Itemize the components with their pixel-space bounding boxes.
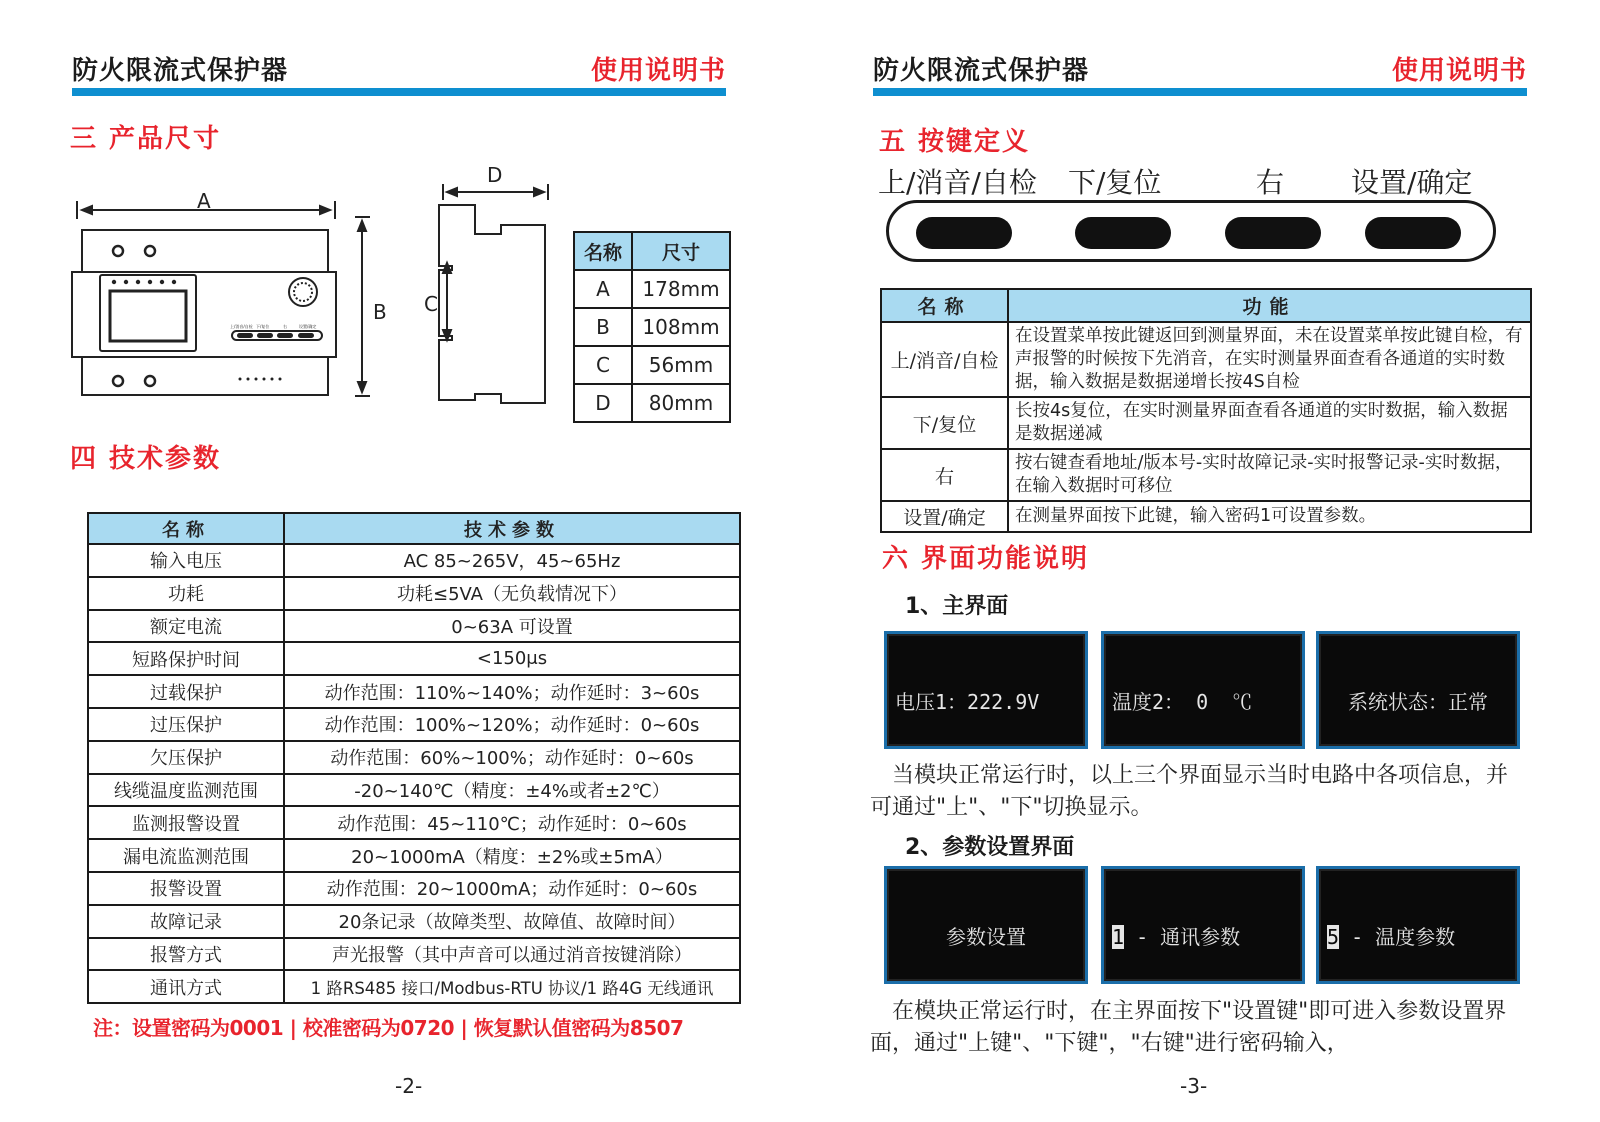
lcd-screen-5 [1101, 866, 1305, 984]
spec-value: 动作范围：20~1000mA；动作延时：0~60s [284, 872, 740, 905]
dim-cell: A [574, 270, 632, 308]
section4-title: 四 技术参数 [70, 444, 222, 474]
spec-value: 20条记录（故障类型、故障值、故障时间） [284, 905, 740, 938]
table-row [88, 642, 740, 675]
key-function: 在设置菜单按此键返回到测量界面，未在设置菜单按此键自检，有声报警的时候按下先消音，在实时测量界面查看各通道的实时数据，输入数据是数据递增长按4S自检 [1008, 322, 1531, 397]
table-row [574, 384, 730, 422]
dim-b-arrow-bottom [358, 382, 366, 392]
spec-name: 输入电压 [88, 544, 284, 577]
key-header-name: 名称 [881, 289, 1008, 322]
header-title: 防火限流式保护器 [873, 56, 1090, 86]
mini-key-4 [298, 333, 314, 338]
dim-cell: B [574, 308, 632, 346]
body-middle [72, 272, 336, 357]
table-row [881, 449, 1531, 501]
spec-value: 动作范围：45~110℃；动作延时：0~60s [284, 806, 740, 839]
menu-cursor: 1 [1112, 925, 1125, 949]
body-top [82, 230, 328, 272]
dim-cell: 80mm [632, 384, 730, 422]
password-note: 注：设置密码为0001 | 校准密码为0720 | 恢复默认值密码为8507 [93, 1016, 684, 1040]
menu-cursor: 5 [1327, 925, 1340, 949]
settings-screen-description: 在模块正常运行时，在主界面按下"设置键"即可进入参数设置界面，通过"上键"、"下键"，"右键"进行密码输入， [870, 999, 1507, 1056]
page-header [873, 48, 1527, 96]
key-right-shape [1225, 217, 1321, 249]
menu-item-text: - 温度参数 [1339, 925, 1456, 949]
side-profile [439, 205, 545, 403]
front-view-diagram [70, 195, 400, 410]
spec-name: 过载保护 [88, 675, 284, 708]
header-bar [873, 88, 1527, 96]
dim-cell: 108mm [632, 308, 730, 346]
dim-cell: 56mm [632, 346, 730, 384]
spec-name: 监测报警设置 [88, 806, 284, 839]
table-row [88, 741, 740, 774]
key-function: 长按4s复位，在实时测量界面查看各通道的实时数据，输入数据是数据递减 [1008, 397, 1531, 449]
spec-name: 短路保护时间 [88, 642, 284, 675]
section5-title: 五 按键定义 [879, 127, 1031, 157]
spec-value: 动作范围：110%~140%；动作延时：3~60s [284, 675, 740, 708]
terminal-dot-5 [271, 378, 274, 381]
spec-table [87, 512, 741, 1004]
page-right [800, 0, 1600, 1122]
key-function: 在测量界面按下此键，输入密码1可设置参数。 [1008, 501, 1531, 532]
spec-value: 1 路RS485 接口/Modbus-RTU 协议/1 路4G 无线通讯 [284, 970, 740, 1003]
terminal-dot-6 [279, 378, 282, 381]
dim-a-label: A [197, 189, 211, 213]
mini-key-3 [277, 333, 293, 338]
spec-name: 通讯方式 [88, 970, 284, 1003]
table-row [88, 905, 740, 938]
led-3 [136, 280, 140, 284]
spec-value: AC 85~265V，45~65Hz [284, 544, 740, 577]
header-title: 防火限流式保护器 [72, 56, 289, 86]
spec-header-param: 技术参数 [284, 513, 740, 544]
key-set-shape [1365, 217, 1461, 249]
main-screen-description: 当模块正常运行时，以上三个界面显示当时电路中各项信息，并可通过"上"、"下"切换显示。 [870, 763, 1509, 820]
key-name: 设置/确定 [881, 501, 1008, 532]
table-row [88, 577, 740, 610]
dim-b-label: B [373, 300, 387, 324]
spec-value: 功耗≤5VA（无负载情况下） [284, 577, 740, 610]
lcd-screen-4 [884, 866, 1088, 984]
dim-cell: D [574, 384, 632, 422]
mini-key-2 [257, 333, 273, 338]
terminal-dot-3 [255, 378, 258, 381]
led-4 [148, 280, 152, 284]
table-row [574, 308, 730, 346]
table-row [88, 938, 740, 971]
key-label-up: 上/消音/自检 [878, 166, 1037, 199]
dimension-table [573, 231, 731, 423]
lcd-line: 电压1：222.9V [895, 690, 1040, 714]
key-name: 上/消音/自检 [881, 322, 1008, 397]
led-2 [124, 280, 128, 284]
key-label-down: 下/复位 [1068, 166, 1162, 199]
dim-d-label: D [487, 163, 503, 187]
lcd-screen-1 [884, 631, 1088, 749]
section3-title: 三 产品尺寸 [70, 124, 222, 154]
section6-title: 六 界面功能说明 [882, 544, 1090, 574]
lcd-screen-3 [1316, 631, 1520, 749]
lcd-screen-2 [1101, 631, 1305, 749]
lcd-line: 参数设置 [946, 925, 1026, 949]
led-6 [172, 280, 176, 284]
key-name: 下/复位 [881, 397, 1008, 449]
dim-d-arrow-right [534, 188, 544, 196]
lcd-line: 系统状态：正常 [1348, 690, 1488, 714]
keypad-illustration [886, 200, 1496, 262]
menu-item-text: - 通讯参数 [1124, 925, 1241, 949]
table-row [881, 397, 1531, 449]
header-bar [72, 88, 726, 96]
terminal-dot-1 [239, 378, 242, 381]
spec-value: 动作范围：100%~120%；动作延时：0~60s [284, 708, 740, 741]
dim-b-arrow-top [358, 221, 366, 231]
subsection-settings-screen: 2、参数设置界面 [905, 835, 1075, 860]
dim-header-size: 尺寸 [632, 232, 730, 270]
table-row [88, 675, 740, 708]
header-manual: 使用说明书 [1391, 56, 1527, 86]
table-row [88, 544, 740, 577]
dim-a-arrow-right [320, 206, 330, 214]
dim-d-arrow-left [447, 188, 457, 196]
spec-name: 功耗 [88, 577, 284, 610]
lcd-screen-6 [1316, 866, 1520, 984]
key-down-shape [1075, 217, 1171, 249]
spec-value: 声光报警（其中声音可以通过消音按键消除） [284, 938, 740, 971]
dim-a-arrow-left [82, 206, 92, 214]
page-number-right: -3- [1180, 1074, 1208, 1098]
table-row [881, 501, 1531, 532]
spec-name: 漏电流监测范围 [88, 839, 284, 872]
spec-value: <150μs [284, 642, 740, 675]
key-function-table [880, 288, 1532, 533]
table-row [574, 346, 730, 384]
key-label-set: 设置/确定 [1351, 166, 1473, 199]
spec-value: 20~1000mA（精度：±2%或±5mA） [284, 839, 740, 872]
lcd-line [1112, 925, 1294, 950]
lcd-line: 温度2： 0 ℃ [1112, 690, 1253, 714]
spec-name: 报警方式 [88, 938, 284, 971]
lcd-line [1327, 925, 1509, 950]
terminal-dot-4 [263, 378, 266, 381]
key-function: 按右键查看地址/版本号-实时故障记录-实时报警记录-实时数据，在输入数据时可移位 [1008, 449, 1531, 501]
mini-label-1: 上/消音/自检 [230, 324, 253, 329]
spec-name: 额定电流 [88, 610, 284, 643]
table-row [881, 322, 1531, 397]
spec-value: -20~140℃（精度：±4%或者±2℃） [284, 774, 740, 807]
mini-label-2: 下/复位 [256, 324, 270, 329]
spec-name: 报警设置 [88, 872, 284, 905]
table-row [88, 839, 740, 872]
table-row [88, 872, 740, 905]
dim-cell: C [574, 346, 632, 384]
subsection-main-screen: 1、主界面 [905, 594, 1009, 619]
mini-label-3: 右 [283, 324, 287, 329]
key-header-function: 功能 [1008, 289, 1531, 322]
table-row [88, 708, 740, 741]
table-row [574, 270, 730, 308]
led-1 [112, 280, 116, 284]
key-label-right: 右 [1256, 166, 1285, 199]
mini-key-1 [237, 333, 253, 338]
spec-name: 线缆温度监测范围 [88, 774, 284, 807]
mini-label-4: 设置/确定 [299, 324, 317, 329]
table-row [88, 970, 740, 1003]
spec-header-name: 名称 [88, 513, 284, 544]
page-header [72, 48, 726, 96]
spec-name: 欠压保护 [88, 741, 284, 774]
dim-cell: 178mm [632, 270, 730, 308]
table-row [88, 610, 740, 643]
spec-value: 0~63A 可设置 [284, 610, 740, 643]
header-manual: 使用说明书 [590, 56, 726, 86]
dim-c-arrow-bottom [443, 330, 451, 340]
dim-header-name: 名称 [574, 232, 632, 270]
spec-name: 过压保护 [88, 708, 284, 741]
table-row [88, 806, 740, 839]
page-number-left: -2- [395, 1074, 423, 1098]
key-up-shape [916, 217, 1012, 249]
terminal-dot-2 [247, 378, 250, 381]
dim-c-label: C [424, 292, 438, 316]
table-row [88, 774, 740, 807]
led-5 [160, 280, 164, 284]
spec-value: 动作范围：60%~100%；动作延时：0~60s [284, 741, 740, 774]
spec-name: 故障记录 [88, 905, 284, 938]
key-name: 右 [881, 449, 1008, 501]
